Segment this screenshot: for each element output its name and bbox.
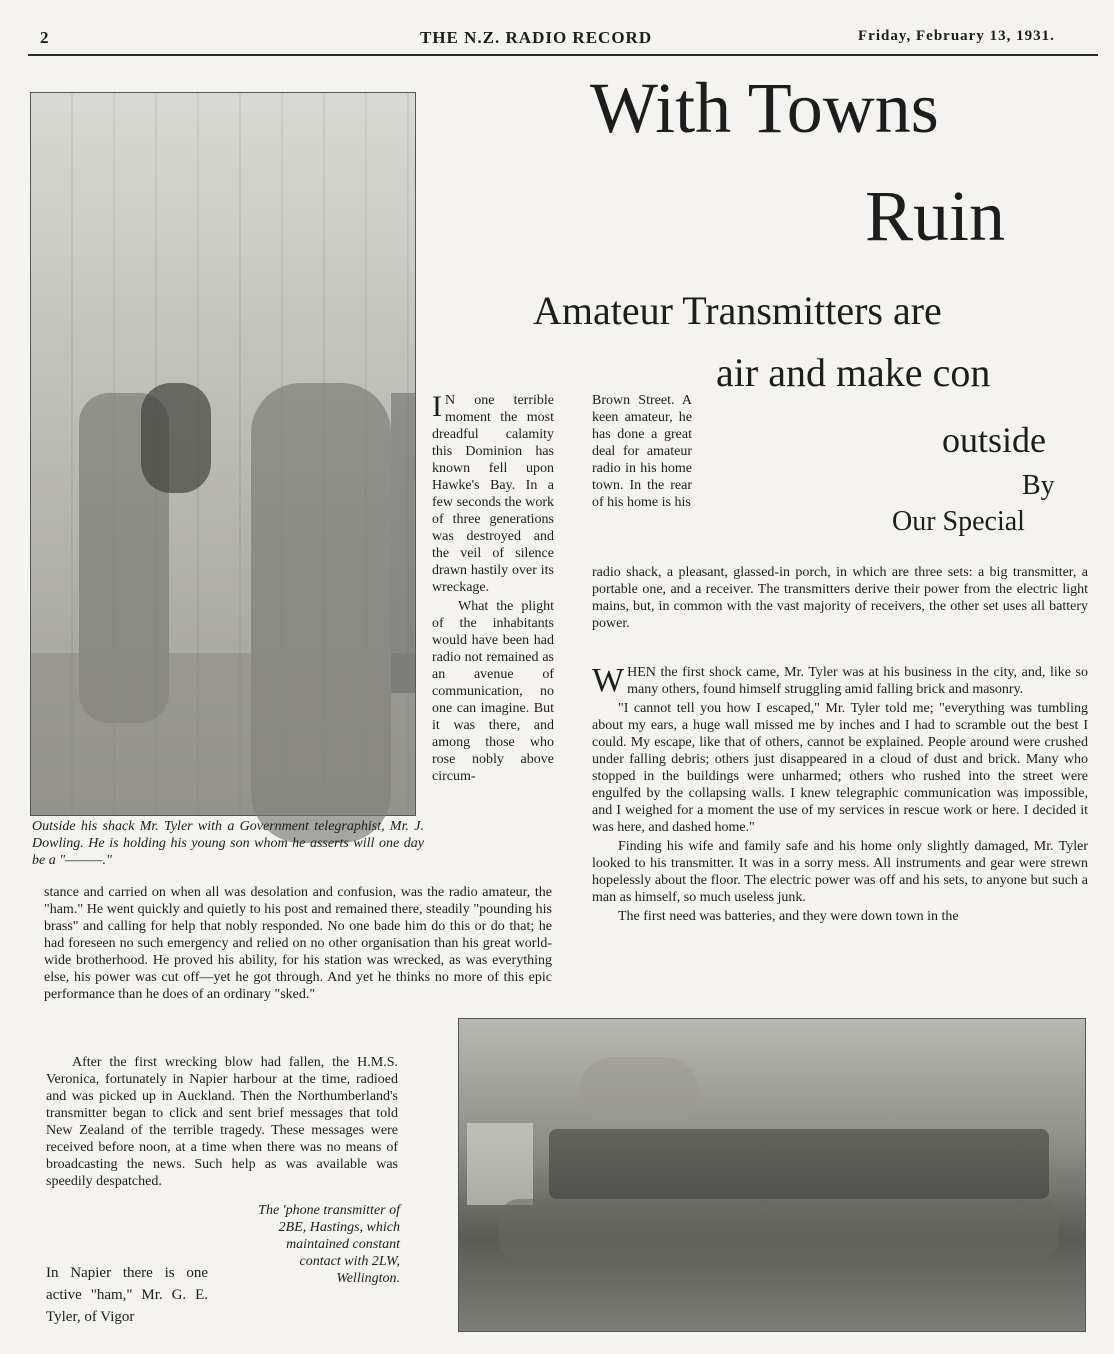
right-paragraph2: "I cannot tell you how I escaped," Mr. Tyler told me; "everything was tumbling about my ears, a huge wall missed me by inches and I had to scramble out the best I could. My escape, like that of others, cannot be explained. People around were crushed under falling debris; others just disappeared in a cloud of dust and brick. Many who stopped in the buildings were unharmed; others who rushed into the street were engulfed by the collapsing walls. I knew telegraphic communication was impossible, and I weighed for a moment the use of my services in rescue work or here. I decided it was here, and dashed home." <box>592 701 1088 835</box>
article-right-column <box>592 664 1088 927</box>
page-number: 2 <box>40 28 50 47</box>
right-paragraph4: The first need was batteries, and they were down town in the <box>618 909 959 924</box>
byline-our-special: Our Special <box>892 506 1025 537</box>
left-paragraph3: In Napier there is one active "ham," Mr. G. E. Tyler, of Vigor <box>46 1265 208 1325</box>
article-column1 <box>432 392 554 787</box>
col2-wide-paragraph: radio shack, a pleasant, glassed-in porch, in which are three sets: a big transmitter, a portable one, and a receiver. The transmitters derive their power from the electric light mains, but, in common with the vast majority of receivers, the other set uses all battery power. <box>592 565 1088 631</box>
header-rule <box>28 54 1098 56</box>
publication-title: THE N.Z. RADIO RECORD <box>420 28 653 47</box>
headline-line5: outside <box>942 420 1046 460</box>
dropcap-w: W <box>592 662 625 699</box>
wide-paragraph: stance and carried on when all was desolation and confusion, was the radio amateur, the "ham." He went quickly and quietly to his post and remained there, steadily "pounding his brass" and calling for help that nobly responded. No one bade him do this or do that; he had foreseen no such emergency and relied on no other organisation than his great world-wide brotherhood. He proved his ability, for his station was wrecked, as was everything else, his power was cut off—yet he got through. And yet he thinks no more of this epic performance than he does of an ordinary "sked." <box>44 885 552 1002</box>
photo-tyler-and-dowling <box>30 92 416 816</box>
photo1-caption: Outside his shack Mr. Tyler with a Government telegraphist, Mr. J. Dowling. He is holding his young son whom he asserts will one day be a "———." <box>32 819 424 868</box>
right-paragraph1: HEN the first shock came, Mr. Tyler was at his business in the city, and, like so many others, found himself struggling amid falling brick and masonry. <box>627 665 1088 697</box>
byline-by: By <box>1022 470 1055 501</box>
headline-line2: Ruin <box>865 176 1006 256</box>
issue-date: Friday, February 13, 1931. <box>858 28 1055 44</box>
col1-paragraph2: What the plight of the inhabitants would have been had radio not remained as an avenue of communication, no one can imagine. But it was there, and among those who rose nobly above circum- <box>432 599 554 784</box>
headline-line4: air and make con <box>716 350 991 395</box>
right-paragraph3: Finding his wife and family safe and his home only slightly damaged, Mr. Tyler looked to his transmitter. It was in a sorry mess. All instruments and gear were strewn hopelessly about the floor. The electric power was off and his sets, to anyone but such a man as himself, so much useless junk. <box>592 839 1088 905</box>
headline-line3: Amateur Transmitters are <box>533 288 942 333</box>
photo-phone-transmitter <box>458 1018 1086 1332</box>
photo2-caption: The 'phone transmitter of 2BE, Hastings, which maintained constant contact with 2LW, Wellington. <box>258 1203 400 1286</box>
headline-line1: With Towns <box>590 68 939 148</box>
dropcap-i: I <box>432 390 442 423</box>
col2-paragraph: Brown Street. A keen amateur, he has done a great deal for amateur radio in his home town. In the rear of his home is his <box>592 393 692 510</box>
col1-paragraph1: N one terrible moment the most dreadful calamity this Dominion has known fell upon Hawke's Bay. In a few seconds the work of three generations was destroyed and the veil of silence drawn hastily over its wreckage. <box>432 393 554 595</box>
left-paragraph2 <box>46 1054 398 1190</box>
left-para2-text: After the first wrecking blow had fallen, the H.M.S. Veronica, fortunately in Napier harbour at the time, radioed and was picked up in Auckland. Then the Northumberland's transmitter began to click and sent brief messages that told New Zealand of the terrible tragedy. These messages were received before noon, at a time when there was no means of broadcasting the news. Such help as was available was speedily despatched. <box>46 1055 398 1189</box>
